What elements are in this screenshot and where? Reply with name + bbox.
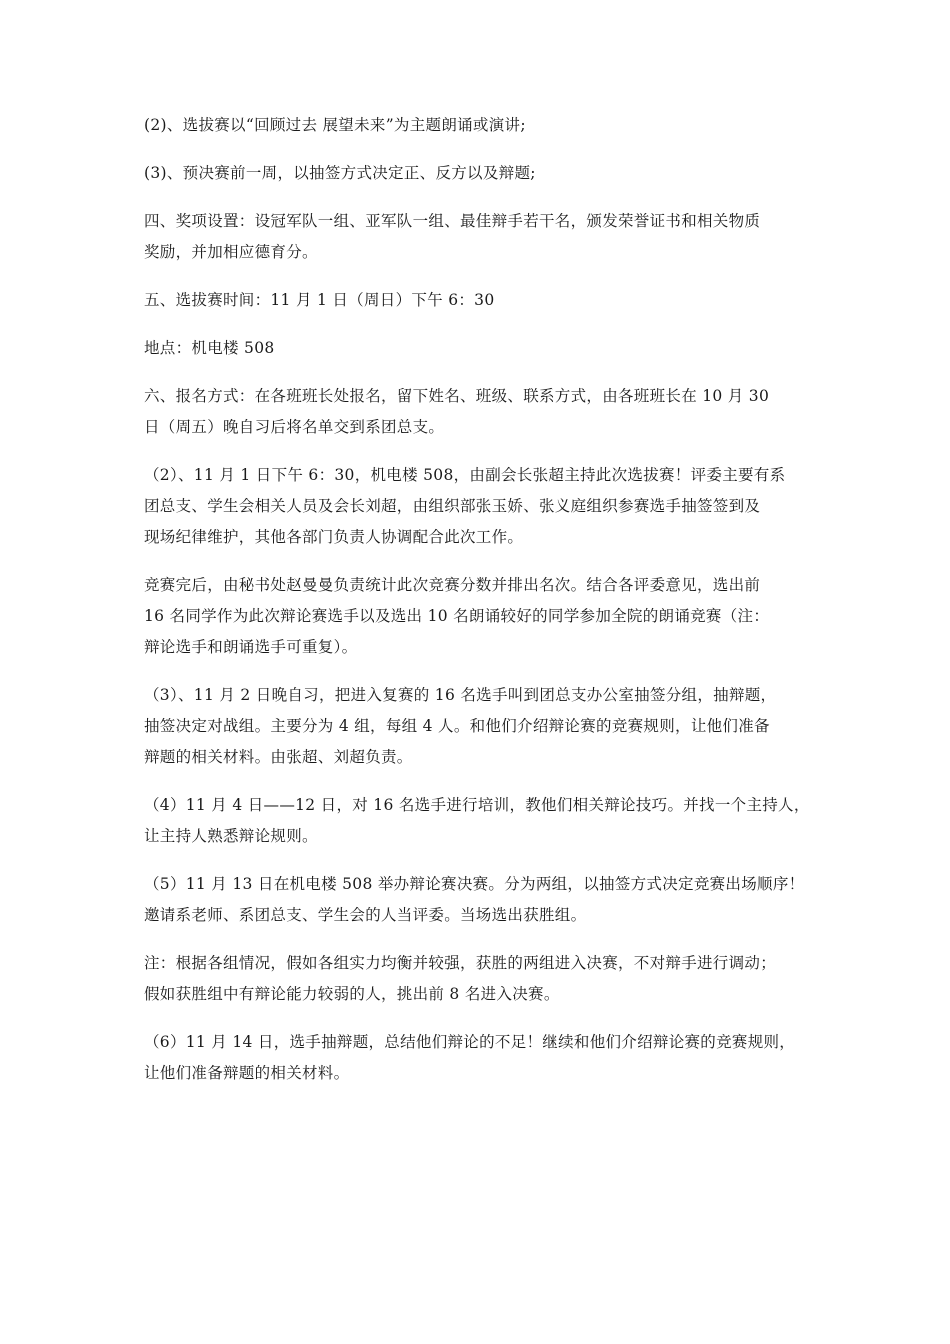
paragraph-awards [144,206,814,268]
text-line: 邀请系老师、系团总支、学生会的人当评委。当场选出获胜组。 [144,906,587,924]
text-line: 地点：机电楼 508 [144,339,275,357]
text-line: (3)、预决赛前一周，以抽签方式决定正、反方以及辩题; [144,164,536,182]
text-line: 注：根据各组情况，假如各组实力均衡并较强，获胜的两组进入决赛，不对辩手进行调动； [144,954,777,972]
paragraph-location [144,333,814,364]
text-line: 五、选拔赛时间：11 月 1 日（周日）下午 6：30 [144,291,495,309]
text-line: （5）11 月 13 日在机电楼 508 举办辩论赛决赛。分为两组，以抽签方式决定竞赛出场顺序！ [144,875,805,893]
text-line: 四、奖项设置：设冠军队一组、亚军队一组、最佳辩手若干名，颁发荣誉证书和相关物质 [144,212,761,230]
text-line: 16 名同学作为此次辩论赛选手以及选出 10 名朗诵较好的同学参加全院的朗诵竞赛（注： [144,607,770,625]
paragraph-registration [144,381,814,443]
text-line: （2）、11 月 1 日下午 6：30，机电楼 508，由副会长张超主持此次选拔赛！评委主要有系 [144,466,786,484]
text-line: 让主持人熟悉辩论规则。 [144,827,318,845]
paragraph-item-2-theme [144,110,814,141]
document-page [144,110,814,1106]
text-line: 竞赛完后，由秘书处赵曼曼负责统计此次竞赛分数并排出名次。结合各评委意见，选出前 [144,576,761,594]
text-line: 辩论选手和朗诵选手可重复）。 [144,638,358,656]
text-line: 奖励，并加相应德育分。 [144,243,318,261]
text-line: （3）、11 月 2 日晚自习，把进入复赛的 16 名选手叫到团总支办公室抽签分组，抽辩题， [144,686,777,704]
text-line: （4）11 月 4 日——12 日，对 16 名选手进行培训，教他们相关辩论技巧。并找一个主持人， [144,796,810,814]
paragraph-item-3-draw [144,158,814,189]
paragraph-step-4 [144,790,814,852]
paragraph-scoring [144,570,814,663]
paragraph-step-5 [144,869,814,931]
text-line: 团总支、学生会相关人员及会长刘超，由组织部张玉娇、张义庭组织参赛选手抽签签到及 [144,497,761,515]
text-line: 六、报名方式：在各班班长处报名，留下姓名、班级、联系方式，由各班班长在 10 月 30 [144,387,770,405]
text-line: 现场纪律维护，其他各部门负责人协调配合此次工作。 [144,528,524,546]
text-line: (2)、选拔赛以“回顾过去 展望未来”为主题朗诵或演讲; [144,116,526,134]
paragraph-note [144,948,814,1010]
text-line: （6）11 月 14 日，选手抽辩题，总结他们辩论的不足！继续和他们介绍辩论赛的竞赛规则， [144,1033,796,1051]
paragraph-time [144,285,814,316]
paragraph-step-6 [144,1027,814,1089]
text-line: 假如获胜组中有辩论能力较弱的人，挑出前 8 名进入决赛。 [144,985,560,1003]
text-line: 日（周五）晚自习后将名单交到系团总支。 [144,418,445,436]
paragraph-step-3 [144,680,814,773]
text-line: 抽签决定对战组。主要分为 4 组，每组 4 人。和他们介绍辩论赛的竞赛规则，让他们准备 [144,717,770,735]
paragraph-step-2 [144,460,814,553]
text-line: 让他们准备辩题的相关材料。 [144,1064,350,1082]
text-line: 辩题的相关材料。由张超、刘超负责。 [144,748,413,766]
